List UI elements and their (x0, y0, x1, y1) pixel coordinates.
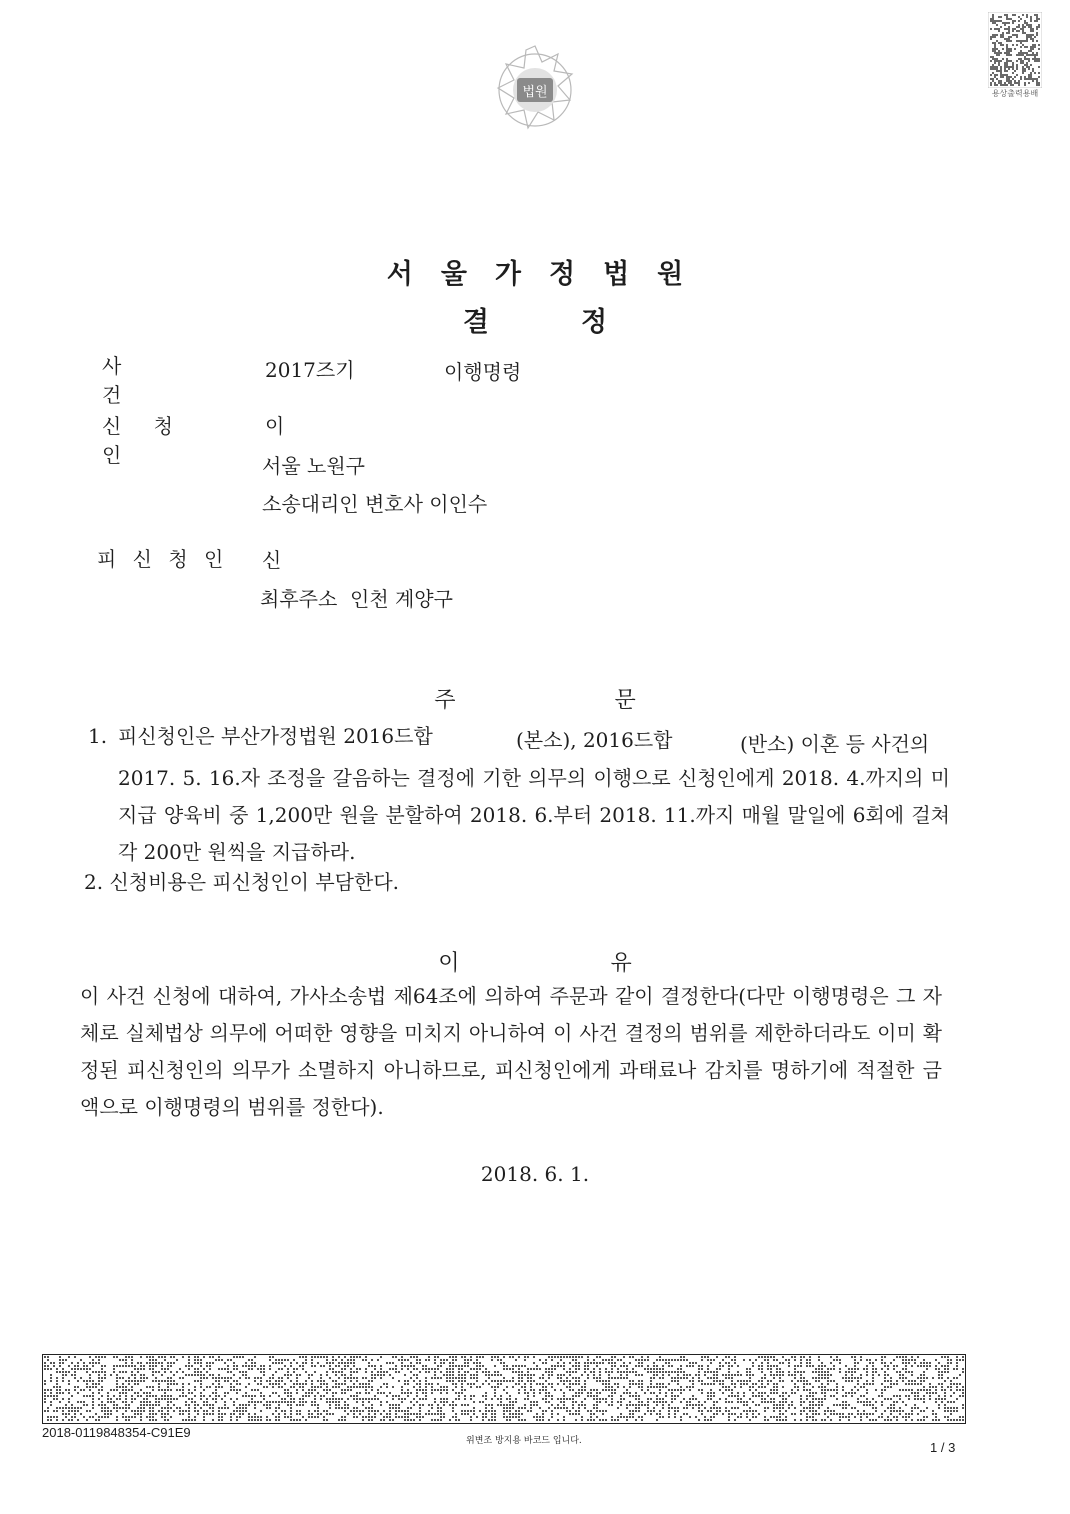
emblem-text: 법원 (522, 85, 548, 100)
respondent-label: 피 신 청 인 (97, 547, 229, 571)
order-item2: 2. 신청비용은 피신청인이 부담한다. (84, 870, 399, 894)
order-item1-line1b: (본소), 2016드합 (516, 728, 673, 752)
reason-heading: 이 유 (438, 951, 704, 976)
court-name: 서울가정법원 (386, 259, 712, 290)
document-title: 결정 (462, 307, 700, 338)
order-item1-line1c: (반소) 이혼 등 사건의 (740, 732, 930, 756)
order-item1-text: 2017. 5. 16.자 조정을 갈음하는 결정에 기한 의무의 이행으로 신청인에게 2018. 4.까지의 미지급 양육비 중 1,200만 원을 분할하여 2018. 6.부터 2018. 11.까지 매월 말일에 6회에 걸쳐 각 200만 원씩을 지급하라. (118, 766, 950, 864)
case-number: 2017즈기 (265, 358, 355, 382)
applicant-counsel: 소송대리인 변호사 이인수 (262, 492, 488, 516)
reason-text: 이 사건 신청에 대하여, 가사소송법 제64조에 의하여 주문과 같이 결정한다(다만 이행명령은 그 자체로 실체법상 의무에 어떠한 영향을 미치지 아니하여 이 사건 결정의 범위를 제한하더라도 이미 확정된 피신청인의 의무가 소멸하지 아니하므로, 피신청인에게 과태료나 감치를 명하기에 적절한 금액으로 이행명령의 범위를 정한다). (80, 984, 942, 1119)
page-number: 1 / 3 (930, 1440, 956, 1455)
applicant-address: 서울 노원구 (262, 454, 365, 478)
applicant-label: 신 청 인 (102, 414, 186, 467)
anti-forgery-barcode-icon (42, 1354, 966, 1424)
case-name: 이행명령 (444, 360, 522, 384)
respondent-name: 신 (262, 548, 282, 572)
qr-label: 용상출력용배 (991, 89, 1039, 98)
applicant-name: 이 (265, 414, 285, 438)
court-emblem-icon (492, 40, 578, 136)
case-label: 사 건 (102, 354, 180, 407)
barcode-note: 위변조 방지용 바코드 입니다. (466, 1436, 582, 1446)
order-item1-line1a: 피신청인은 부산가정법원 2016드합 (118, 724, 433, 748)
document-id: 2018-0119848354-C91E9 (42, 1425, 191, 1440)
order-heading: 주 문 (434, 688, 712, 713)
order-item1-number: 1. (88, 724, 108, 748)
qr-code-icon (988, 12, 1042, 88)
respondent-address: 최후주소 인천 계양구 (260, 587, 453, 611)
decision-date: 2018. 6. 1. (480, 1162, 590, 1186)
